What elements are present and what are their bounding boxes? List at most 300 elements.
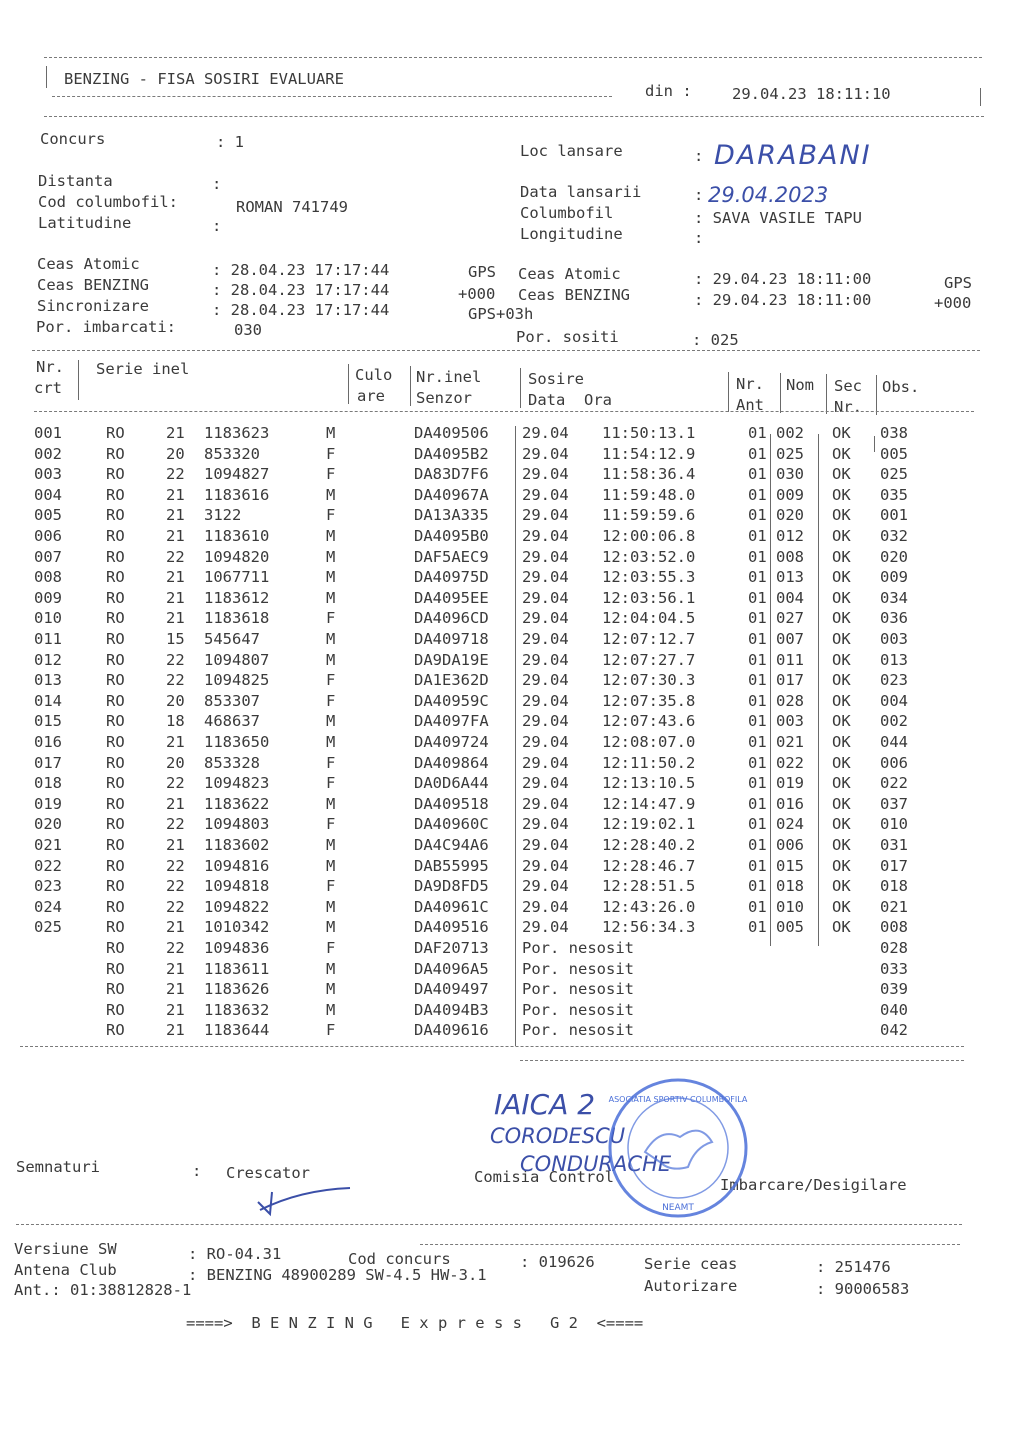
cell-arrival-date: Por. nesosit <box>522 1000 634 1019</box>
th-data-ora: Data Ora <box>528 391 612 409</box>
cell-sex: F <box>326 506 336 525</box>
data-lansarii-colon: : <box>694 186 704 204</box>
cell-arrival-date: Por. nesosit <box>522 980 634 999</box>
cell-obs: 017 <box>880 856 908 875</box>
cell-obs: 020 <box>880 547 908 566</box>
cell-sensor-id: DA409516 <box>414 918 489 937</box>
cell-row-number: 014 <box>34 691 62 710</box>
cell-country-code: RO <box>106 774 125 793</box>
cell-arrival-date: 29.04 <box>522 444 569 463</box>
cell-ring-year: 20 <box>166 691 185 710</box>
cell-sensor-id: DA40960C <box>414 815 489 834</box>
cell-ring-year: 22 <box>166 939 185 957</box>
handwritten-signature-2: CORODESCU <box>490 1124 626 1148</box>
cell-ring-year: 21 <box>166 424 185 442</box>
cell-sex: M <box>326 918 336 937</box>
cell-arrival-date: 29.04 <box>522 733 569 751</box>
ceas-benzing-end-label: Ceas BENZING <box>518 286 630 304</box>
cell-antenna-nr: 01 <box>748 568 767 587</box>
cell-ring-year: 22 <box>166 465 185 484</box>
cell-ring-number: 1183650 <box>204 733 270 751</box>
cell-ring-number: 545647 <box>204 630 260 648</box>
cell-obs: 033 <box>880 959 908 978</box>
cell-sec-status: OK <box>832 444 851 463</box>
cell-arrival-date: 29.04 <box>522 753 569 772</box>
cell-obs: 039 <box>880 980 908 999</box>
cell-antenna-nr: 01 <box>748 691 767 710</box>
cell-antenna-nr: 01 <box>748 897 767 916</box>
cell-country-code: RO <box>106 1000 125 1019</box>
cod-columbofil-value: ROMAN 741749 <box>236 198 348 216</box>
cell-row-number: 004 <box>34 485 62 504</box>
cell-sex: M <box>326 980 336 999</box>
cell-row-number: 009 <box>34 588 62 607</box>
table-row <box>0 857 1024 877</box>
cell-sensor-id: DA9DA19E <box>414 650 489 669</box>
sincronizare-label: Sincronizare <box>37 297 149 315</box>
cell-ring-number: 1183610 <box>204 527 270 545</box>
cell-ring-number: 1094823 <box>204 774 270 793</box>
cell-antenna-nr: 01 <box>748 774 767 793</box>
cell-ring-year: 21 <box>166 959 185 978</box>
autorizare-label: Autorizare <box>644 1277 738 1295</box>
ceas-atomic-end-suffix: GPS <box>944 274 972 292</box>
cell-antenna-nr: 01 <box>748 836 767 854</box>
cell-obs: 013 <box>880 650 908 669</box>
cell-ring-number: 1094818 <box>204 877 270 896</box>
cell-nom: 030 <box>776 465 804 484</box>
cell-nom: 012 <box>776 527 804 545</box>
cell-sec-status: OK <box>832 527 851 545</box>
cell-arrival-time: 12:11:50.2 <box>602 753 696 772</box>
sositi-label: Por. sositi <box>516 328 619 346</box>
cell-obs: 037 <box>880 794 908 813</box>
table-row <box>0 877 1024 897</box>
cell-arrival-date: 29.04 <box>522 836 569 854</box>
cell-ring-year: 21 <box>166 588 185 607</box>
cell-sensor-id: DA409864 <box>414 753 489 772</box>
table-row <box>0 692 1024 712</box>
cell-ring-year: 21 <box>166 485 185 504</box>
cell-arrival-time: 11:59:48.0 <box>602 485 696 504</box>
ceas-benzing-end-suffix: +000 <box>934 294 972 312</box>
cell-ring-number: 1183622 <box>204 794 270 813</box>
cell-arrival-time: 12:14:47.9 <box>602 794 696 813</box>
cell-sec-status: OK <box>832 836 851 854</box>
cell-arrival-date: 29.04 <box>522 712 569 731</box>
cell-obs: 009 <box>880 568 908 587</box>
cell-antenna-nr: 01 <box>748 527 767 545</box>
cell-sensor-id: DA9D8FD5 <box>414 877 489 896</box>
cell-ring-number: 1094803 <box>204 815 270 834</box>
cell-ring-number: 3122 <box>204 506 242 525</box>
cell-antenna-nr: 01 <box>748 506 767 525</box>
report-title: BENZING - FISA SOSIRI EVALUARE <box>64 70 344 88</box>
th-nom: Nom <box>786 376 814 394</box>
cell-country-code: RO <box>106 918 125 937</box>
cell-sensor-id: DA4095B2 <box>414 444 489 463</box>
cell-nom: 018 <box>776 877 804 896</box>
cod-concurs-label: Cod concurs <box>348 1250 451 1268</box>
th-sec-1: Sec <box>834 377 862 395</box>
cell-country-code: RO <box>106 939 125 957</box>
cell-antenna-nr: 01 <box>748 485 767 504</box>
cell-antenna-nr: 01 <box>748 588 767 607</box>
cell-antenna-nr: 01 <box>748 877 767 896</box>
cell-arrival-date: 29.04 <box>522 774 569 793</box>
cell-arrival-date: 29.04 <box>522 650 569 669</box>
table-row <box>0 486 1024 506</box>
table-row <box>0 980 1024 1000</box>
cell-row-number: 022 <box>34 856 62 875</box>
cell-nom: 003 <box>776 712 804 731</box>
cell-ring-year: 22 <box>166 774 185 793</box>
cell-row-number: 020 <box>34 815 62 834</box>
cell-antenna-nr: 01 <box>748 815 767 834</box>
cell-nom: 009 <box>776 485 804 504</box>
cell-country-code: RO <box>106 794 125 813</box>
cell-ring-year: 21 <box>166 836 185 854</box>
cell-sensor-id: DA4095B0 <box>414 527 489 545</box>
handwritten-signature-3: CONDURACHE <box>520 1152 672 1176</box>
cell-arrival-date: 29.04 <box>522 485 569 504</box>
cell-row-number: 005 <box>34 506 62 525</box>
cell-sec-status: OK <box>832 815 851 834</box>
cell-ring-year: 21 <box>166 1000 185 1019</box>
th-nr-ant-1: Nr. <box>736 375 764 393</box>
cell-arrival-date: 29.04 <box>522 527 569 545</box>
cell-ring-year: 21 <box>166 980 185 999</box>
cell-sec-status: OK <box>832 485 851 504</box>
cell-ring-number: 1010342 <box>204 918 270 937</box>
cell-sex: M <box>326 527 336 545</box>
cell-sex: M <box>326 733 336 751</box>
crescator-label: Crescator <box>226 1164 310 1182</box>
cell-row-number: 008 <box>34 568 62 587</box>
cell-row-number: 019 <box>34 794 62 813</box>
cell-obs: 004 <box>880 691 908 710</box>
cell-antenna-nr: 01 <box>748 794 767 813</box>
benzing-banner: ====> B E N Z I N G E x p r e s s G 2 <==== <box>186 1314 644 1332</box>
table-row <box>0 630 1024 650</box>
ceas-atomic-start-label: Ceas Atomic <box>37 255 140 273</box>
cell-country-code: RO <box>106 650 125 669</box>
cell-arrival-date: 29.04 <box>522 506 569 525</box>
cell-sex: M <box>326 1000 336 1019</box>
table-row <box>0 445 1024 465</box>
cell-ring-number: 1094816 <box>204 856 270 875</box>
cell-arrival-date: 29.04 <box>522 794 569 813</box>
concurs-label: Concurs <box>40 130 106 148</box>
cell-ring-year: 21 <box>166 609 185 628</box>
cell-country-code: RO <box>106 897 125 916</box>
cell-obs: 038 <box>880 424 908 442</box>
cell-sensor-id: DA409616 <box>414 1021 489 1040</box>
table-row <box>0 589 1024 609</box>
cell-sensor-id: DA409518 <box>414 794 489 813</box>
ceas-benzing-start-suffix: +000 <box>458 285 496 303</box>
ceas-atomic-start-value: : 28.04.23 17:17:44 <box>212 261 390 279</box>
cell-nom: 025 <box>776 444 804 463</box>
table-row <box>0 671 1024 691</box>
sositi-value: : 025 <box>692 331 739 349</box>
cell-nom: 016 <box>776 794 804 813</box>
cell-nom: 013 <box>776 568 804 587</box>
cell-country-code: RO <box>106 630 125 648</box>
cell-ring-year: 15 <box>166 630 185 648</box>
table-row <box>0 548 1024 568</box>
loc-lansare-handwritten: DARABANI <box>714 140 872 171</box>
cell-obs: 028 <box>880 939 908 957</box>
cell-sensor-id: DA13A335 <box>414 506 489 525</box>
stamp-bottom-text: NEAMT <box>662 1203 694 1213</box>
cell-sensor-id: DA4097FA <box>414 712 489 731</box>
imbarcare-desigilare-label: Imbarcare/Desigilare <box>720 1176 907 1194</box>
cell-nom: 021 <box>776 733 804 751</box>
cell-sex: M <box>326 568 336 587</box>
cell-ring-year: 22 <box>166 547 185 566</box>
versiune-label: Versiune SW <box>14 1240 117 1258</box>
cell-ring-number: 1094825 <box>204 671 270 690</box>
cell-sex: F <box>326 1021 336 1040</box>
cell-sec-status: OK <box>832 547 851 566</box>
cell-ring-year: 21 <box>166 1021 185 1040</box>
cell-obs: 040 <box>880 1000 908 1019</box>
cell-nom: 027 <box>776 609 804 628</box>
cell-arrival-date: 29.04 <box>522 856 569 875</box>
cell-arrival-date: 29.04 <box>522 918 569 937</box>
cell-country-code: RO <box>106 836 125 854</box>
cell-obs: 025 <box>880 465 908 484</box>
cell-sensor-id: DAF20713 <box>414 939 489 957</box>
th-nr-crt-2: crt <box>34 379 62 397</box>
cell-country-code: RO <box>106 547 125 566</box>
cell-ring-year: 20 <box>166 444 185 463</box>
table-row <box>0 1001 1024 1021</box>
cell-sensor-id: DA0D6A44 <box>414 774 489 793</box>
cell-arrival-time: 12:56:34.3 <box>602 918 696 937</box>
cell-sex: M <box>326 424 336 442</box>
cell-ring-year: 22 <box>166 856 185 875</box>
cell-sex: M <box>326 650 336 669</box>
cell-sensor-id: DA4094B3 <box>414 1000 489 1019</box>
table-row <box>0 1021 1024 1041</box>
cell-nom: 010 <box>776 897 804 916</box>
cell-arrival-time: 12:07:12.7 <box>602 630 696 648</box>
cell-sec-status: OK <box>832 918 851 937</box>
cell-sensor-id: DA40975D <box>414 568 489 587</box>
cell-sex: M <box>326 712 336 731</box>
cell-obs: 008 <box>880 918 908 937</box>
cell-country-code: RO <box>106 424 125 442</box>
cell-arrival-time: 12:28:51.5 <box>602 877 696 896</box>
cell-arrival-time: 12:03:52.0 <box>602 547 696 566</box>
table-row <box>0 898 1024 918</box>
cell-obs: 005 <box>880 444 908 463</box>
cell-sex: M <box>326 630 336 648</box>
cell-antenna-nr: 01 <box>748 547 767 566</box>
cell-ring-number: 1183632 <box>204 1000 270 1019</box>
table-row <box>0 568 1024 588</box>
table-row <box>0 918 1024 938</box>
cell-nom: 011 <box>776 650 804 669</box>
cell-ring-number: 853328 <box>204 753 260 772</box>
cell-country-code: RO <box>106 465 125 484</box>
cell-sensor-id: DA409724 <box>414 733 489 751</box>
ceas-atomic-start-suffix: GPS <box>468 263 496 281</box>
table-row <box>0 609 1024 629</box>
cell-arrival-time: 12:08:07.0 <box>602 733 696 751</box>
distanta-colon: : <box>212 175 222 193</box>
cell-sensor-id: DA409718 <box>414 630 489 648</box>
th-culoare-2: are <box>357 387 385 405</box>
cell-sec-status: OK <box>832 588 851 607</box>
club-stamp <box>600 1072 760 1222</box>
table-row <box>0 424 1024 444</box>
cell-obs: 001 <box>880 506 908 525</box>
cell-ring-number: 853320 <box>204 444 260 463</box>
table-row <box>0 527 1024 547</box>
cell-nom: 024 <box>776 815 804 834</box>
data-lansarii-label: Data lansarii <box>520 183 642 201</box>
cell-antenna-nr: 01 <box>748 856 767 875</box>
cell-sec-status: OK <box>832 630 851 648</box>
cell-nom: 019 <box>776 774 804 793</box>
cell-sex: F <box>326 671 336 690</box>
cell-arrival-time: 12:03:55.3 <box>602 568 696 587</box>
ant-line: Ant.: 01:38812828-1 <box>14 1281 192 1299</box>
cell-country-code: RO <box>106 444 125 463</box>
table-row <box>0 815 1024 835</box>
longitudine-label: Longitudine <box>520 225 623 243</box>
imbarcati-value: 030 <box>234 321 262 339</box>
ceas-benzing-start-value: : 28.04.23 17:17:44 <box>212 281 390 299</box>
cell-row-number: 023 <box>34 877 62 896</box>
table-row <box>0 651 1024 671</box>
cell-obs: 002 <box>880 712 908 731</box>
cell-ring-number: 1183626 <box>204 980 270 999</box>
cod-concurs-value: : 019626 <box>520 1253 595 1271</box>
cell-nom: 006 <box>776 836 804 854</box>
cell-arrival-date: 29.04 <box>522 630 569 648</box>
cell-sex: F <box>326 877 336 896</box>
cell-sec-status: OK <box>832 856 851 875</box>
cell-nom: 015 <box>776 856 804 875</box>
cell-arrival-time: 11:58:36.4 <box>602 465 696 484</box>
cell-sex: F <box>326 465 336 484</box>
cell-row-number: 025 <box>34 918 62 937</box>
table-row <box>0 465 1024 485</box>
table-row <box>0 795 1024 815</box>
cell-obs: 021 <box>880 897 908 916</box>
cell-sensor-id: DA4C94A6 <box>414 836 489 854</box>
cell-sensor-id: DA4096A5 <box>414 959 489 978</box>
sincronizare-value: : 28.04.23 17:17:44 <box>212 301 390 319</box>
cell-obs: 018 <box>880 877 908 896</box>
cell-ring-number: 853307 <box>204 691 260 710</box>
cell-obs: 003 <box>880 630 908 648</box>
cell-sensor-id: DA4096CD <box>414 609 489 628</box>
cell-sec-status: OK <box>832 753 851 772</box>
cell-obs: 023 <box>880 671 908 690</box>
stamp-top-text: ASOCIATIA SPORTIV COLUMBOFILA <box>608 1095 748 1104</box>
longitudine-colon: : <box>694 229 704 247</box>
cell-row-number: 024 <box>34 897 62 916</box>
cell-arrival-date: 29.04 <box>522 588 569 607</box>
data-lansarii-handwritten: 29.04.2023 <box>708 183 829 207</box>
cell-ring-number: 1183644 <box>204 1021 270 1040</box>
cell-sensor-id: DA409506 <box>414 424 489 442</box>
cell-sex: M <box>326 856 336 875</box>
semnaturi-colon: : <box>192 1162 202 1180</box>
sincronizare-suffix: GPS+03h <box>468 305 534 323</box>
cell-ring-year: 22 <box>166 815 185 834</box>
cell-nom: 028 <box>776 691 804 710</box>
th-senzor-1: Nr.inel <box>416 368 482 386</box>
crescator-signature <box>250 1180 360 1220</box>
cell-sex: F <box>326 815 336 834</box>
table-row <box>0 836 1024 856</box>
latitudine-colon: : <box>212 217 222 235</box>
loc-lansare-label: Loc lansare <box>520 142 623 160</box>
cell-ring-year: 21 <box>166 527 185 545</box>
antena-label: Antena Club <box>14 1261 117 1279</box>
cell-ring-year: 21 <box>166 568 185 587</box>
cell-ring-number: 1094836 <box>204 939 270 957</box>
cell-sec-status: OK <box>832 794 851 813</box>
cell-arrival-time: 12:13:10.5 <box>602 774 696 793</box>
cell-country-code: RO <box>106 568 125 587</box>
table-row <box>0 506 1024 526</box>
cell-ring-year: 18 <box>166 712 185 731</box>
cell-row-number: 018 <box>34 774 62 793</box>
columbofil-value: : SAVA VASILE TAPU <box>694 209 862 227</box>
cell-obs: 042 <box>880 1021 908 1040</box>
cell-nom: 007 <box>776 630 804 648</box>
cell-ring-number: 1183623 <box>204 424 270 442</box>
concurs-value: : 1 <box>216 133 244 151</box>
cell-sec-status: OK <box>832 465 851 484</box>
cell-sex: F <box>326 691 336 710</box>
table-row <box>0 774 1024 794</box>
autorizare-value: : 90006583 <box>816 1280 910 1298</box>
cell-obs: 035 <box>880 485 908 504</box>
th-senzor-2: Senzor <box>416 389 472 407</box>
antena-value: : BENZING 48900289 SW-4.5 HW-3.1 <box>188 1266 487 1284</box>
versiune-value: : RO-04.31 <box>188 1245 282 1263</box>
cell-sec-status: OK <box>832 609 851 628</box>
cell-obs: 044 <box>880 733 908 751</box>
cell-sensor-id: DAB55995 <box>414 856 489 875</box>
cod-columbofil-label: Cod columbofil: <box>38 193 178 211</box>
cell-arrival-time: 12:03:56.1 <box>602 588 696 607</box>
cell-ring-number: 1094822 <box>204 897 270 916</box>
cell-antenna-nr: 01 <box>748 918 767 937</box>
cell-nom: 004 <box>776 588 804 607</box>
cell-sec-status: OK <box>832 733 851 751</box>
cell-sex: M <box>326 485 336 504</box>
cell-nom: 008 <box>776 547 804 566</box>
cell-antenna-nr: 01 <box>748 609 767 628</box>
cell-arrival-date: 29.04 <box>522 897 569 916</box>
th-nr-ant-2: Ant <box>736 396 764 414</box>
cell-sensor-id: DA409497 <box>414 980 489 999</box>
cell-antenna-nr: 01 <box>748 671 767 690</box>
cell-arrival-time: 12:00:06.8 <box>602 527 696 545</box>
cell-row-number: 002 <box>34 444 62 463</box>
ceas-benzing-start-label: Ceas BENZING <box>37 276 149 294</box>
cell-country-code: RO <box>106 485 125 504</box>
